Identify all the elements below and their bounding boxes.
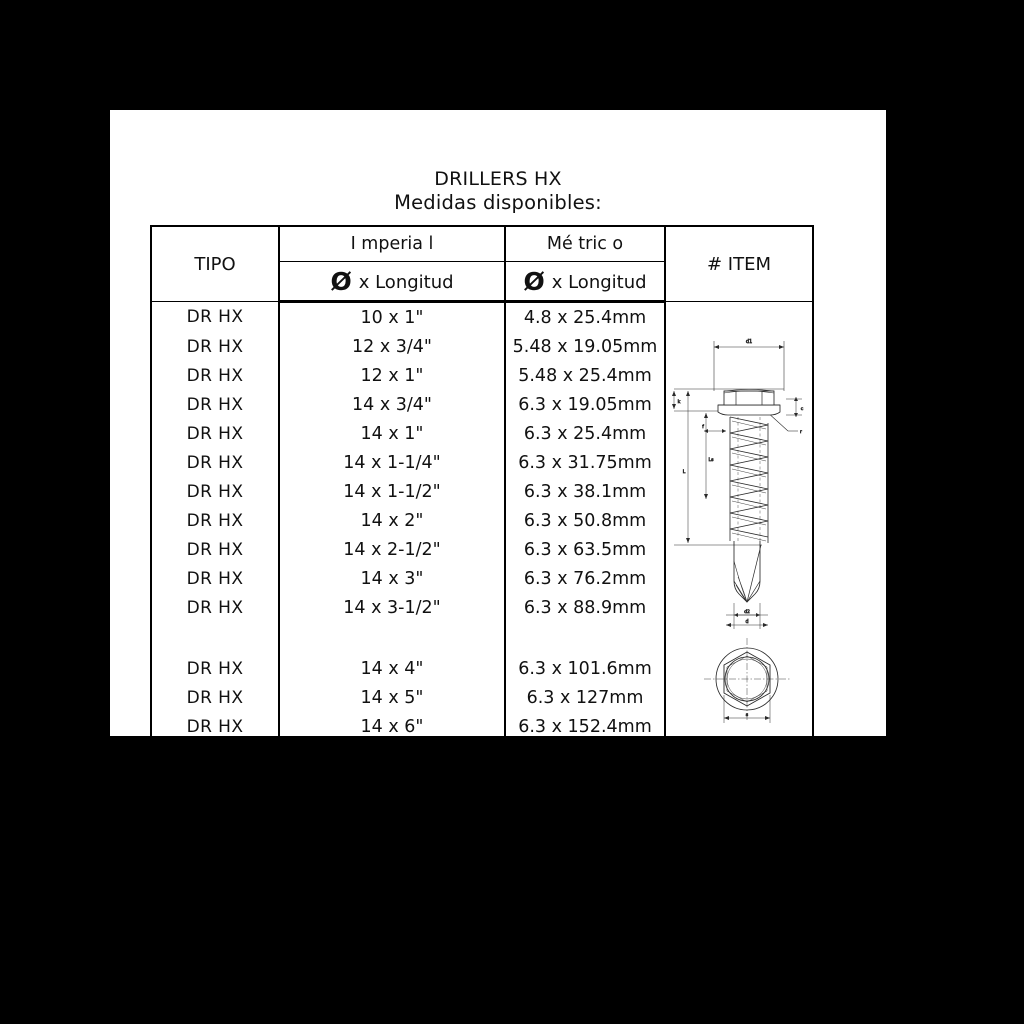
diameter-icon: Ø — [523, 266, 545, 296]
dim-washer-thickness — [786, 397, 802, 417]
cell-tipo: DR HX — [151, 448, 279, 477]
cell-tipo: DR HX — [151, 302, 279, 333]
cell-imperial: 14 x 3" — [279, 564, 505, 593]
cell-item-drawing — [665, 302, 813, 737]
cell-imperial: 14 x 1" — [279, 419, 505, 448]
cell-imperial: 14 x 3/4" — [279, 390, 505, 419]
table-header — [151, 226, 813, 302]
cell-tipo — [151, 622, 279, 654]
cell-metric: 6.3 x 31.75mm — [505, 448, 665, 477]
cell-imperial: 14 x 6" — [279, 712, 505, 736]
cell-metric: 6.3 x 152.4mm — [505, 712, 665, 736]
cell-imperial — [279, 622, 505, 654]
svg-text:d1: d1 — [745, 338, 753, 345]
svg-text:c: c — [800, 406, 804, 412]
cell-metric: 6.3 x 25.4mm — [505, 419, 665, 448]
cell-imperial: 14 x 3-1/2" — [279, 593, 505, 622]
cell-metric: 6.3 x 38.1mm — [505, 477, 665, 506]
hex-washer-head — [718, 389, 780, 415]
cell-tipo: DR HX — [151, 332, 279, 361]
cell-tipo: DR HX — [151, 477, 279, 506]
cell-imperial: 14 x 2-1/2" — [279, 535, 505, 564]
cell-tipo: DR HX — [151, 564, 279, 593]
column-group-header-imperial: I mperia l — [279, 226, 505, 262]
screw-thread-shank — [730, 417, 768, 543]
svg-text:s: s — [745, 712, 749, 718]
cell-tipo: DR HX — [151, 361, 279, 390]
dim-thread-start — [704, 429, 726, 433]
cell-tipo: DR HX — [151, 683, 279, 712]
title-line-1: DRILLERS HX — [434, 168, 562, 190]
metric-length-label: x Longitud — [551, 271, 647, 293]
cell-imperial: 14 x 2" — [279, 506, 505, 535]
self-drilling-point — [734, 541, 761, 602]
cell-tipo: DR HX — [151, 654, 279, 683]
table-body — [151, 302, 813, 737]
svg-text:d: d — [745, 619, 749, 625]
table-row — [151, 302, 813, 333]
cell-tipo: DR HX — [151, 712, 279, 736]
cell-metric: 5.48 x 25.4mm — [505, 361, 665, 390]
cell-imperial: 10 x 1" — [279, 302, 505, 333]
table-header-group-row — [151, 226, 813, 262]
cell-metric: 6.3 x 50.8mm — [505, 506, 665, 535]
cell-metric: 6.3 x 76.2mm — [505, 564, 665, 593]
cell-tipo: DR HX — [151, 419, 279, 448]
diameter-icon: Ø — [330, 266, 352, 296]
document-sheet — [110, 110, 886, 736]
column-header-imperial-dia-length — [279, 262, 505, 302]
specifications-table — [150, 225, 814, 736]
cell-metric: 4.8 x 25.4mm — [505, 302, 665, 333]
cell-metric: 6.3 x 88.9mm — [505, 593, 665, 622]
cell-imperial: 14 x 1-1/2" — [279, 477, 505, 506]
title-line-2: Medidas disponibles: — [394, 191, 602, 215]
cell-metric: 6.3 x 19.05mm — [505, 390, 665, 419]
dim-head-diameter — [714, 338, 784, 391]
cell-imperial: 14 x 5" — [279, 683, 505, 712]
hex-head-top-view — [704, 638, 790, 721]
column-header-tipo: TIPO — [151, 226, 279, 302]
screw-drawing-svg — [666, 313, 814, 731]
cell-metric: 6.3 x 101.6mm — [505, 654, 665, 683]
dim-shank-diameter — [726, 603, 768, 629]
cell-metric: 5.48 x 19.05mm — [505, 332, 665, 361]
svg-text:k: k — [677, 399, 681, 405]
cell-tipo: DR HX — [151, 390, 279, 419]
cell-metric — [505, 622, 665, 654]
cell-metric: 6.3 x 63.5mm — [505, 535, 665, 564]
cell-imperial: 12 x 1" — [279, 361, 505, 390]
cell-imperial: 14 x 4" — [279, 654, 505, 683]
svg-text:Ls: Ls — [708, 457, 714, 463]
cell-imperial: 12 x 3/4" — [279, 332, 505, 361]
imperial-length-label: x Longitud — [358, 271, 454, 293]
cell-tipo: DR HX — [151, 506, 279, 535]
cell-metric: 6.3 x 127mm — [505, 683, 665, 712]
cell-imperial: 14 x 1-1/4" — [279, 448, 505, 477]
cell-tipo: DR HX — [151, 593, 279, 622]
column-header-metric-dia-length — [505, 262, 665, 302]
screw-technical-drawing — [666, 313, 814, 731]
svg-text:L: L — [682, 469, 686, 475]
page-title — [110, 168, 886, 215]
column-group-header-metric: Mé tric o — [505, 226, 665, 262]
svg-text:r: r — [800, 429, 802, 435]
svg-text:f: f — [702, 424, 704, 430]
svg-text:d2: d2 — [744, 609, 750, 615]
column-header-item: # ITEM — [665, 226, 813, 302]
cell-tipo: DR HX — [151, 535, 279, 564]
